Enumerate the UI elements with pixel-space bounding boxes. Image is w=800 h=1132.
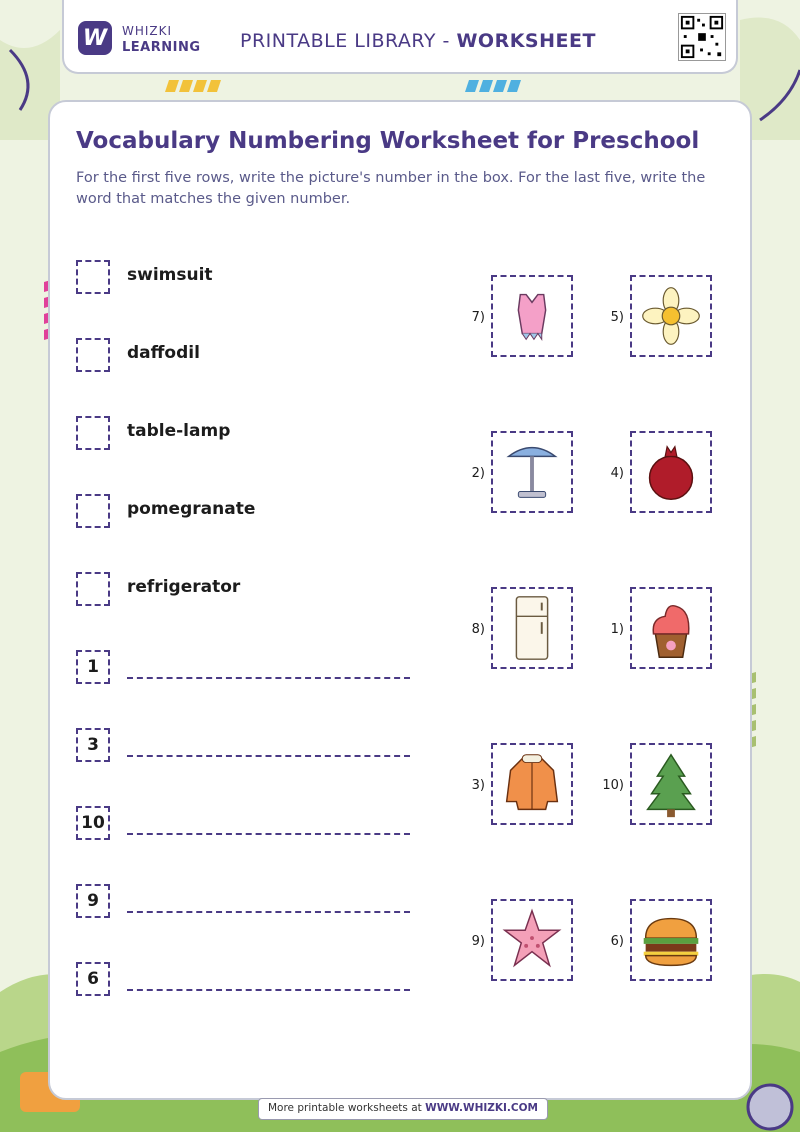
picture-label: 1) xyxy=(610,622,624,637)
worksheet-title: Vocabulary Numbering Worksheet for Preschool xyxy=(76,128,700,154)
header-title-prefix: PRINTABLE LIBRARY - xyxy=(240,30,457,52)
answer-box-3[interactable] xyxy=(76,416,110,450)
brand-name: WHIZKI xyxy=(122,24,173,38)
picture-label: 2) xyxy=(471,466,485,481)
answer-line-5[interactable] xyxy=(127,989,410,991)
blue-stripes-decoration xyxy=(465,80,535,92)
word-swimsuit: swimsuit xyxy=(127,265,213,285)
answer-box-1[interactable] xyxy=(76,260,110,294)
picture-label: 9) xyxy=(471,934,485,949)
starfish-icon xyxy=(491,899,573,981)
daffodil-icon xyxy=(630,275,712,357)
whizki-logo[interactable]: W xyxy=(78,21,112,55)
answer-box-4[interactable] xyxy=(76,494,110,528)
jacket-icon xyxy=(491,743,573,825)
burger-icon xyxy=(630,899,712,981)
word-pomegranate: pomegranate xyxy=(127,499,256,519)
answer-line-3[interactable] xyxy=(127,833,410,835)
header-bar xyxy=(62,0,738,74)
pine-tree-icon xyxy=(630,743,712,825)
footer-banner xyxy=(258,1098,548,1120)
qr-code-icon xyxy=(678,13,726,61)
pomegranate-icon xyxy=(630,431,712,513)
number-box-4: 9 xyxy=(76,884,110,918)
swimsuit-icon xyxy=(491,275,573,357)
footer-link[interactable]: WWW.WHIZKI.COM xyxy=(425,1102,538,1114)
answer-line-2[interactable] xyxy=(127,755,410,757)
picture-label: 4) xyxy=(610,466,624,481)
picture-label: 10) xyxy=(602,778,624,793)
header-title xyxy=(240,30,596,52)
table-lamp-icon xyxy=(491,431,573,513)
picture-label: 8) xyxy=(471,622,485,637)
number-box-3: 10 xyxy=(76,806,110,840)
header-title-bold: WORKSHEET xyxy=(456,30,596,52)
picture-label: 7) xyxy=(471,310,485,325)
picture-label: 6) xyxy=(610,934,624,949)
footer-text: More printable worksheets at xyxy=(267,1102,426,1114)
answer-line-4[interactable] xyxy=(127,911,410,913)
word-daffodil: daffodil xyxy=(127,343,200,363)
yellow-stripes-decoration xyxy=(165,80,235,92)
answer-box-5[interactable] xyxy=(76,572,110,606)
word-table-lamp: table-lamp xyxy=(127,421,231,441)
number-box-1: 1 xyxy=(76,650,110,684)
cupcake-icon xyxy=(630,587,712,669)
answer-line-1[interactable] xyxy=(127,677,410,679)
brand-subtitle: LEARNING xyxy=(122,40,201,55)
number-box-5: 6 xyxy=(76,962,110,996)
refrigerator-icon xyxy=(491,587,573,669)
answer-box-2[interactable] xyxy=(76,338,110,372)
number-box-2: 3 xyxy=(76,728,110,762)
word-refrigerator: refrigerator xyxy=(127,577,241,597)
picture-label: 3) xyxy=(471,778,485,793)
worksheet-instructions: For the first five rows, write the picture's number in the box. For the last five, write the word that matches the given number. xyxy=(76,170,706,207)
picture-label: 5) xyxy=(610,310,624,325)
